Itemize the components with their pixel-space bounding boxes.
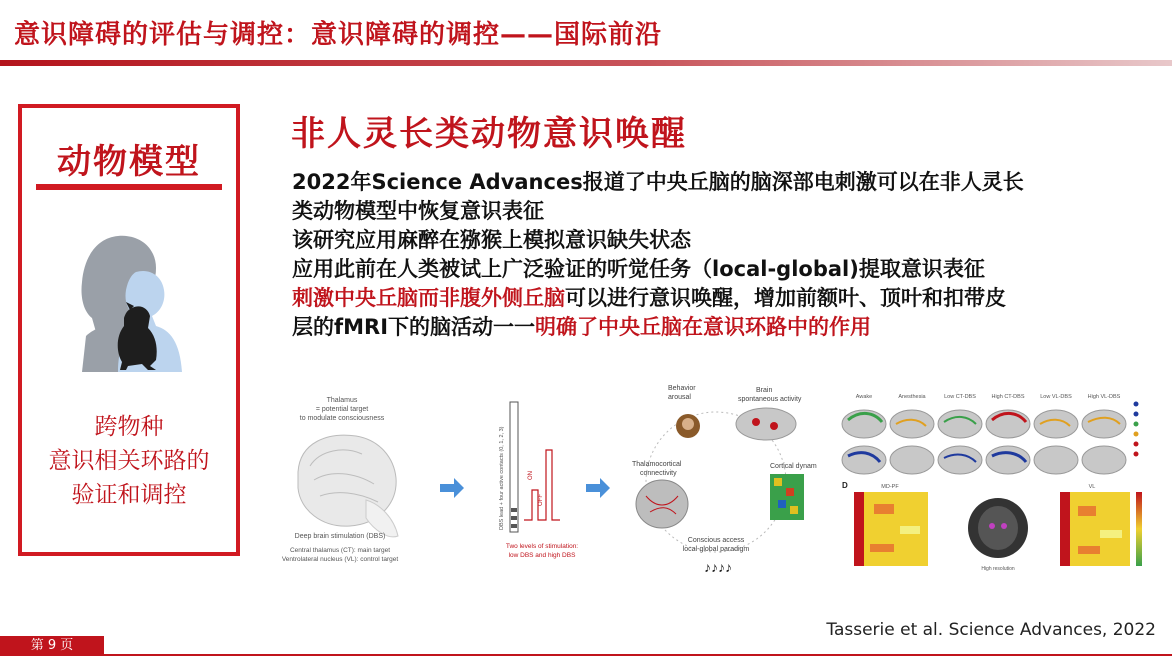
panel-a-label: Thalamus [326, 397, 358, 404]
caption-line: 跨物种 [94, 414, 164, 440]
caption-line: 意识相关环路的 [48, 448, 210, 474]
page-number-badge: 第 9 页 [0, 636, 104, 656]
condition-label: Low VL-DBS [1040, 394, 1072, 400]
heatmap-label: MD-PF [881, 484, 899, 490]
header-divider [0, 60, 1172, 66]
body-line-3 [292, 226, 1162, 255]
panel-c-label: local-global paradigm [682, 546, 750, 553]
body-text-segment: 应用此前在人类被试上广泛验证的听觉任务（local-global)提取意识表征 [292, 257, 985, 281]
condition-label: High CT-DBS [991, 394, 1025, 400]
panel-b-vertical-label: DBS lead + four active contacts (0, 1, 2, 3) [499, 426, 505, 530]
arrow-right-icon [586, 478, 610, 498]
panel-c-label: Behavior [668, 385, 696, 392]
section-title: 非人灵长类动物意识唤醒 [291, 114, 687, 154]
condition-label: Awake [855, 394, 873, 400]
body-text-segment: 2022年Science Advances报道了中央丘脑的脑深部电刺激可以在非人灵长 [292, 170, 1024, 194]
panel-letter: D [842, 481, 848, 490]
panel-title: 动物模型 [57, 142, 201, 182]
body-line-6 [292, 313, 1162, 342]
panel-a [282, 397, 399, 563]
panel-a-label: = potential target [315, 406, 369, 413]
panel-divider [36, 184, 222, 190]
panel-c-label: Cortical dynam [770, 463, 817, 470]
panel-c [632, 385, 817, 575]
panel-c-label: Brain [756, 387, 773, 394]
panel-c-label: Thalamocortical [632, 461, 682, 468]
heatmap-label: VL [1088, 484, 1096, 490]
condition-label: High VL-DBS [1087, 394, 1121, 400]
human-monkey-rat-silhouette-icon [78, 232, 188, 372]
animal-model-panel [18, 104, 240, 556]
heatmap-sublabel: High resolution [981, 566, 1015, 572]
condition-label: Anesthesia [898, 394, 926, 400]
arrow-right-icon [440, 478, 464, 498]
highlight-text: 明确了中央丘脑在意识环路中的作用 [535, 315, 872, 339]
highlight-text: 刺激中央丘脑而非腹外侧丘脑 [292, 286, 565, 310]
panel-c-label: arousal [668, 394, 691, 401]
panel-b-on-label: ON [528, 471, 534, 480]
panel-b-caption: Two levels of stimulation: [505, 543, 579, 550]
panel-a-label: to modulate consciousness [299, 415, 385, 422]
panel-c-label: spontaneous activity [738, 396, 802, 403]
panel-b-caption: low DBS and high DBS [508, 552, 576, 559]
panel-d [842, 394, 1142, 572]
panel-a-label: Ventrolateral nucleus (VL): control target [281, 556, 399, 563]
panel-c-label: connectivity [640, 470, 677, 477]
figure-svg [270, 380, 1160, 580]
body-line-4 [292, 255, 1162, 284]
panel-b-off-label: OFF [538, 494, 544, 506]
body-line-1 [292, 168, 1162, 197]
panel-b [499, 402, 578, 559]
music-notes-icon: ♪♪♪♪ [704, 559, 732, 575]
body-text-segment: 可以进行意识唤醒，增加前额叶、顶叶和扣带皮 [565, 286, 1006, 310]
panel-a-label: Deep brain stimulation (DBS) [294, 533, 386, 540]
body-line-2 [292, 197, 1162, 226]
body-text-segment: 该研究应用麻醉在猕猴上模拟意识缺失状态 [292, 228, 691, 252]
panel-a-label: Central thalamus (CT): main target [289, 547, 391, 554]
study-figure [270, 380, 1160, 580]
body-text [292, 168, 1162, 342]
panel-caption [22, 410, 236, 512]
body-line-5 [292, 284, 1162, 313]
condition-label: Low CT-DBS [944, 394, 976, 400]
slide-header [0, 0, 1172, 62]
panel-c-label: Conscious access [687, 537, 745, 544]
slide-title: 意识障碍的评估与调控：意识障碍的调控——国际前沿 [14, 20, 663, 50]
body-text-segment: 类动物模型中恢复意识表征 [292, 199, 544, 223]
caption-line: 验证和调控 [71, 482, 187, 508]
body-text-segment: 层的fMRI下的脑活动一一 [292, 315, 536, 339]
citation: Tasserie et al. Science Advances, 2022 [826, 620, 1156, 640]
